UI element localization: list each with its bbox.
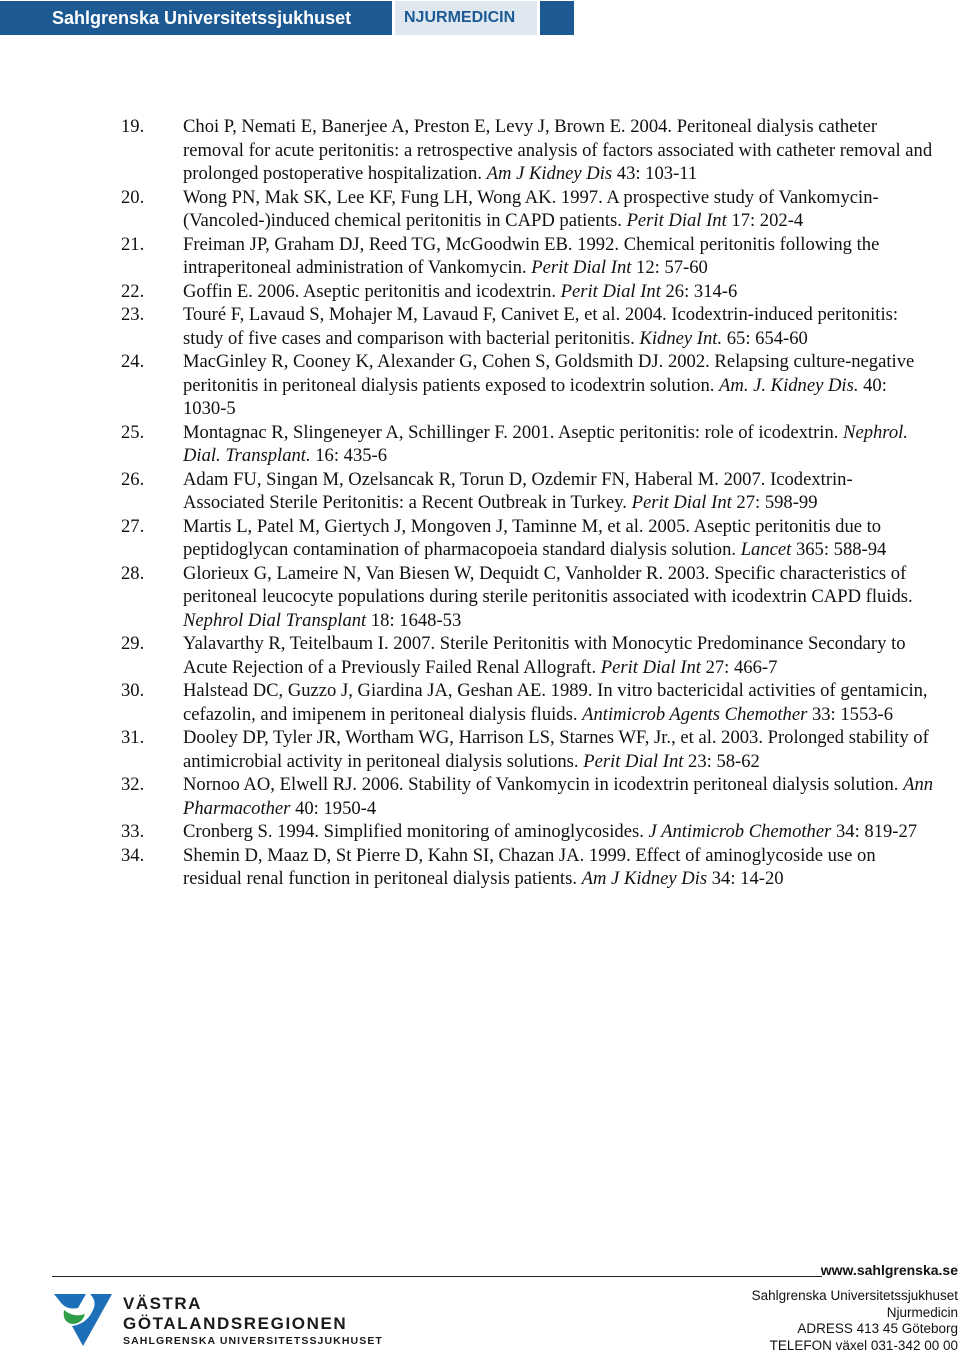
reference-journal: Lancet (740, 539, 792, 560)
reference-text: Freiman JP, Graham DJ, Reed TG, McGoodwin EB. 1992. Chemical peritonitis following the intraperitoneal administration of Vankomycin. (183, 233, 880, 278)
footer-address-line: TELEFON växel 031-342 00 00 (769, 1337, 958, 1352)
reference-item (0, 186, 960, 233)
reference-item (0, 350, 960, 421)
reference-journal: Ann Pharmacother (183, 774, 934, 819)
reference-journal: Nephrol. Dial. Transplant. (183, 421, 908, 466)
reference-item (0, 233, 960, 280)
reference-number: 20. (121, 186, 145, 208)
reference-number: 26. (121, 468, 145, 490)
footer-divider (52, 1276, 822, 1277)
logo-text-hospital: SAHLGRENSKA UNIVERSITETSSJUKHUSET (123, 1335, 383, 1347)
reference-volume-pages: 23: 58-62 (683, 750, 760, 772)
reference-text: Cronberg S. 1994. Simplified monitoring of aminoglycosides. (183, 821, 649, 842)
reference-text: Wong PN, Mak SK, Lee KF, Fung LH, Wong AK. 1997. A prospective study of Vankomycin-(Vancoled-)induced chemical peritonitis in CAPD patients. (183, 186, 879, 231)
reference-journal: Perit Dial Int (531, 257, 632, 278)
reference-journal: J Antimicrob Chemother (648, 821, 832, 842)
reference-text: MacGinley R, Cooney K, Alexander G, Cohen S, Goldsmith DJ. 2002. Relapsing culture-negative peritonitis in peritoneal dialysis patients exposed to icodextrin solution. (183, 351, 915, 396)
footer-address-line: ADRESS 413 45 Göteborg (797, 1321, 958, 1336)
reference-number: 34. (121, 844, 145, 866)
reference-volume-pages: 65: 654-60 (722, 327, 808, 349)
reference-volume-pages: 43: 103-11 (612, 163, 698, 184)
reference-number: 28. (121, 562, 145, 584)
reference-text: Yalavarthy R, Teitelbaum I. 2007. Sterile Peritonitis with Monocytic Predominance Secondary to Acute Rejection of a Previously Failed Renal Allograft. (183, 633, 906, 678)
header-hospital-name: Sahlgrenska Universitetssjukhuset (0, 1, 392, 35)
reference-number: 27. (121, 515, 145, 537)
footer-address-line: Sahlgrenska Universitetssjukhuset (751, 1288, 958, 1303)
reference-volume-pages: 27: 466-7 (700, 656, 778, 678)
reference-volume-pages: 34: 819-27 (831, 821, 918, 842)
reference-volume-pages: 12: 57-60 (631, 257, 708, 278)
reference-item (0, 726, 960, 773)
reference-number: 30. (121, 680, 145, 701)
reference-item (0, 115, 960, 186)
reference-item (0, 820, 960, 844)
reference-journal: Perit Dial Int (560, 280, 661, 302)
reference-journal: Kidney Int. (639, 327, 723, 349)
reference-journal: Perit Dial Int (600, 656, 701, 678)
reference-number: 31. (121, 727, 145, 748)
logo-text-vastra: VÄSTRA (123, 1294, 202, 1313)
reference-text: Choi P, Nemati E, Banerjee A, Preston E, Levy J, Brown E. 2004. Peritoneal dialysis catheter removal for acute peritonitis: a retrospective analysis of factors associated with catheter removal and prolonged postoperative hospitalization. (183, 116, 933, 184)
page-header (0, 0, 960, 36)
header-department: NJURMEDICIN (395, 1, 537, 35)
reference-journal: Am J Kidney Dis (486, 163, 613, 184)
reference-text: Halstead DC, Guzzo J, Giardina JA, Geshan AE. 1989. In vitro bactericidal activities of gentamicin, cefazolin, and imipenem in peritoneal dialysis fluids. (183, 680, 928, 725)
reference-item (0, 303, 960, 350)
footer-address (752, 1288, 958, 1352)
reference-item (0, 773, 960, 820)
reference-item (0, 562, 960, 633)
reference-number: 21. (121, 233, 145, 255)
reference-volume-pages: 40: 1950-4 (290, 797, 377, 819)
reference-text: Adam FU, Singan M, Ozelsancak R, Torun D, Ozdemir FN, Haberal M. 2007. Icodextrin-Associated Sterile Peritonitis: a Recent Outbreak in Turkey. (183, 468, 853, 513)
reference-number: 24. (121, 351, 145, 372)
reference-list (0, 115, 960, 891)
reference-item (0, 280, 960, 304)
reference-text: Glorieux G, Lameire N, Van Biesen W, Dequidt C, Vanholder R. 2003. Specific characteristics of peritoneal leucocyte populations during sterile peritonitis associated with icodextrin CAPD fluids. (183, 562, 913, 607)
reference-journal: Am J Kidney Dis (581, 868, 708, 889)
reference-number: 23. (121, 304, 145, 325)
logo-text-region: GÖTALANDSREGIONEN (123, 1314, 348, 1333)
reference-volume-pages: 16: 435-6 (310, 445, 388, 466)
vgr-logo (52, 1288, 392, 1348)
reference-item (0, 679, 960, 726)
reference-volume-pages: 18: 1648-53 (366, 609, 462, 631)
reference-text: Touré F, Lavaud S, Mohajer M, Lavaud F, Canivet E, et al. 2004. Icodextrin-induced peritonitis: study of five cases and comparison with bacterial peritonitis. (183, 304, 899, 349)
reference-journal: Perit Dial Int (631, 492, 732, 513)
reference-number: 25. (121, 421, 145, 443)
footer-website-link[interactable]: www.sahlgrenska.se (820, 1262, 958, 1278)
reference-text: Goffin E. 2006. Aseptic peritonitis and icodextrin. (183, 280, 561, 302)
reference-text: Dooley DP, Tyler JR, Wortham WG, Harrison LS, Starnes WF, Jr., et al. 2003. Prolonged stability of antimicrobial activity in peritoneal dialysis solutions. (183, 727, 929, 772)
reference-item (0, 632, 960, 679)
reference-journal: Am. J. Kidney Dis. (719, 374, 859, 396)
reference-item (0, 844, 960, 891)
reference-number: 33. (121, 821, 145, 842)
reference-text: Montagnac R, Slingeneyer A, Schillinger F. 2001. Aseptic peritonitis: role of icodextrin. (183, 421, 844, 443)
reference-number: 32. (121, 774, 145, 795)
reference-volume-pages: 34: 14-20 (707, 868, 784, 889)
reference-text: Martis L, Patel M, Giertych J, Mongoven J, Taminne M, et al. 2005. Aseptic peritonitis due to peptidoglycan contamination of pharmacopoeia standard dialysis solution. (183, 515, 882, 560)
reference-journal: Perit Dial Int (583, 750, 684, 772)
reference-journal: Antimicrob Agents Chemother (582, 703, 808, 725)
reference-volume-pages: 40: 1030-5 (183, 374, 887, 419)
reference-number: 19. (121, 116, 145, 137)
reference-journal: Perit Dial Int (626, 210, 727, 231)
reference-volume-pages: 27: 598-99 (731, 492, 818, 513)
reference-item (0, 468, 960, 515)
reference-volume-pages: 17: 202-4 (726, 210, 804, 231)
reference-volume-pages: 33: 1553-6 (807, 703, 894, 725)
reference-volume-pages: 365: 588-94 (791, 539, 887, 560)
reference-item (0, 421, 960, 468)
header-square-decoration (540, 1, 574, 35)
reference-number: 29. (121, 633, 145, 654)
reference-journal: Nephrol Dial Transplant (183, 609, 367, 631)
reference-item (0, 515, 960, 562)
reference-number: 22. (121, 280, 145, 302)
reference-text: Shemin D, Maaz D, St Pierre D, Kahn SI, Chazan JA. 1999. Effect of aminoglycoside use on residual renal function in peritoneal dialysis patients. (183, 844, 876, 889)
reference-volume-pages: 26: 314-6 (660, 280, 738, 302)
reference-text: Nornoo AO, Elwell RJ. 2006. Stability of Vankomycin in icodextrin peritoneal dialysis solution. (183, 774, 904, 795)
footer-address-line: Njurmedicin (886, 1304, 958, 1320)
vgr-logo-icon (52, 1288, 114, 1348)
